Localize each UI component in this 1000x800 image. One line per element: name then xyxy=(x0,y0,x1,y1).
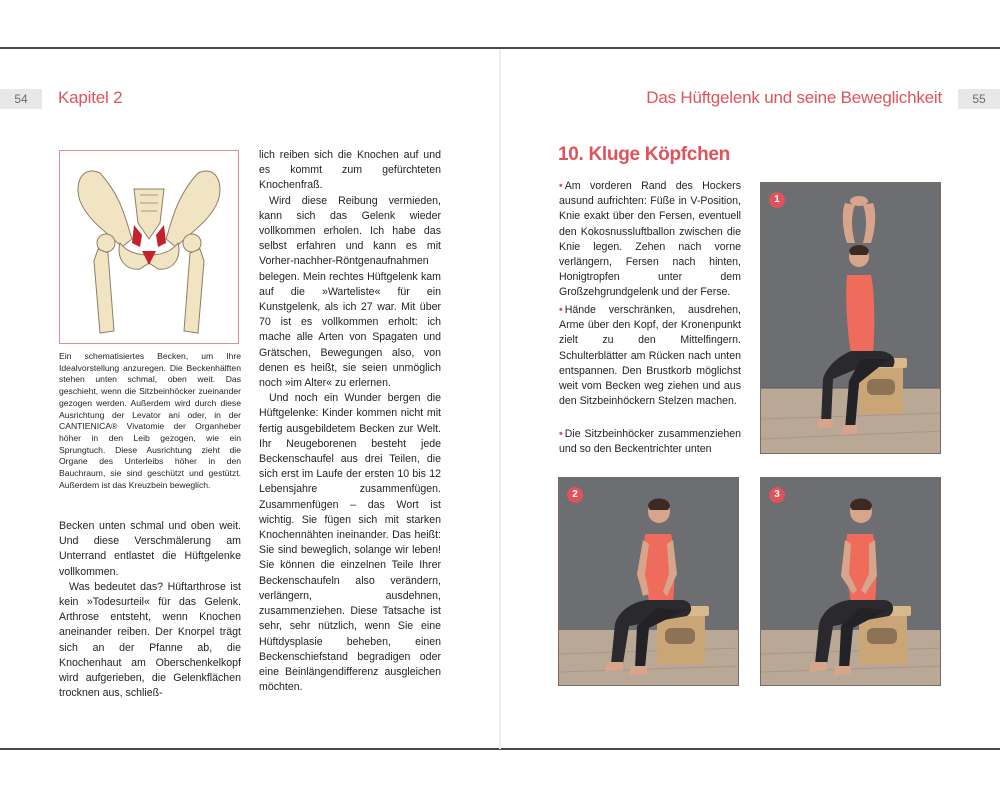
figure-caption xyxy=(59,351,241,491)
bullet-icon: • xyxy=(559,304,563,316)
paragraph: Wird diese Reibung vermieden, kann sich das Gelenk wieder vollkommen erholen. Ich habe das selbst erfahren und kann es mit Vorher-nachher-Röntgenaufnahmen belegen. Mein rechtes Hüftgelenk kam auf die »Warteliste« für ein Kunstgelenk, als ich 27 war. Mit über 70 ist es vollkommen erholt: ich mache alle Arten von Spagaten und Grätschen, Bewegungen also, von denen es heißt, sie seien unmöglich noch »im Alter« zu erlernen. xyxy=(259,194,441,390)
instruction-3 xyxy=(559,427,741,457)
paragraph: Becken unten schmal und oben weit. Und diese Verschmälerung am Unterrand entlastet die Hüftgelenke vollkommen. xyxy=(59,520,241,578)
exercise-photo-2 xyxy=(558,477,739,686)
caption-text: Ein schematisiertes Becken, um Ihre Idealvorstellung anzuregen. Die Beckenhälften stehen unten schmal, oben weit. Das geschieht, wenn die Sitzbeinhöcker zueinander gezogen werden. Außerdem wird durch diese Ausrichtung der Levator ani oder, in der CANTIENICA® Vivatomie der Organheber höher in den Leib gezogen, wie ein Sprungtuch. Diese Ausrichtung zieht die Organe des Unterleibs höher in den Bauchraum, sie sind geschützt und gestützt. Außerdem ist das Kreuzbein beweglich. xyxy=(59,351,241,490)
pelvis-drawing xyxy=(60,151,238,343)
instruction-1 xyxy=(559,179,741,301)
photo-number-badge: 2 xyxy=(567,487,583,503)
paragraph: Und noch ein Wunder bergen die Hüftgelenke: Kinder kommen nicht mit fertig ausgebildetem Becken zur Welt. Ihr Neugeborenen besteht jede Beckenschaufel aus drei Teilen, die sich erst im Laufe der ersten 10 bis 12 Lebensjahre zusammenfügen. Zusammenfügen – das Wort ist wichtig. Sie fügen sich mit starken Knochennähten ineinander. Das heißt: Sie sind beweglich, solange wir leben! Sie können die einzelnen Teile Ihrer Beckenschaufeln also verändern, verlängern, ausdehnen, zusammenziehen. Diese Tatsache ist sehr, sehr nützlich, wenn Sie eine Hüftdysplasie beheben, einen Beckenschiefstand begradigen oder eine Beinlängendifferenz ausgleichen möchten. xyxy=(259,392,441,694)
left-column-2 xyxy=(259,148,441,695)
section-title: 10. Kluge Köpfchen xyxy=(558,144,730,165)
instruction-2 xyxy=(559,303,741,409)
right-running-head: Das Hüftgelenk und seine Beweglichkeit xyxy=(646,88,942,107)
left-page-number: 54 xyxy=(0,89,42,109)
bullet-icon: • xyxy=(559,428,563,440)
exercise-photo-1 xyxy=(760,182,941,454)
book-gutter xyxy=(499,49,501,749)
bullet-icon: • xyxy=(559,180,563,192)
pelvis-illustration xyxy=(59,150,239,344)
photo-2-scene xyxy=(559,478,739,686)
photo-1-scene xyxy=(761,183,941,454)
left-column-1 xyxy=(59,519,241,701)
paragraph: Was bedeutet das? Hüftarthrose ist kein »Todesurteil« für das Gelenk. Arthrose entsteht, wenn Knochen aneinander reiben. Der Knorpel trägt sich an der Pfanne ab, die Knochenhaut am Oberschenkelkopf wird aufgerieben, die Gelenkflächen trocknen aus, schließ- xyxy=(59,580,241,700)
paragraph: lich reiben sich die Knochen auf und es kommt zum gefürchteten Knochenfraß. xyxy=(259,149,441,192)
instruction-text: Am vorderen Rand des Hockers ausund aufrichten: Füße in V-Position, Knie exakt über den Fersen, eventuell den Kokosnussluftballon zwischen die Knie legen. Zehen nach vorne verlängern, Fersen nach hinten, Honigtropfen unter dem Großzehgrundgelenk und der Ferse. xyxy=(559,180,741,299)
photo-number-badge: 3 xyxy=(769,487,785,503)
left-running-head: Kapitel 2 xyxy=(58,88,123,107)
photo-3-scene xyxy=(761,478,941,686)
right-page-number: 55 xyxy=(958,89,1000,109)
exercise-photo-3 xyxy=(760,477,941,686)
instruction-text: Hände verschränken, ausdrehen, Arme über den Kopf, der Kronenpunkt zielt zu den Mittelfingern. Schulterblätter am Rücken nach unten entspannen. Den Brustkorb möglichst weit vom Becken weg ziehen und aus den Sitzbeinhöckern Stelzen machen. xyxy=(559,304,741,408)
photo-number-badge: 1 xyxy=(769,192,785,208)
instruction-text: Die Sitzbeinhöcker zusammenziehen und so den Beckentrichter unten xyxy=(559,428,741,456)
